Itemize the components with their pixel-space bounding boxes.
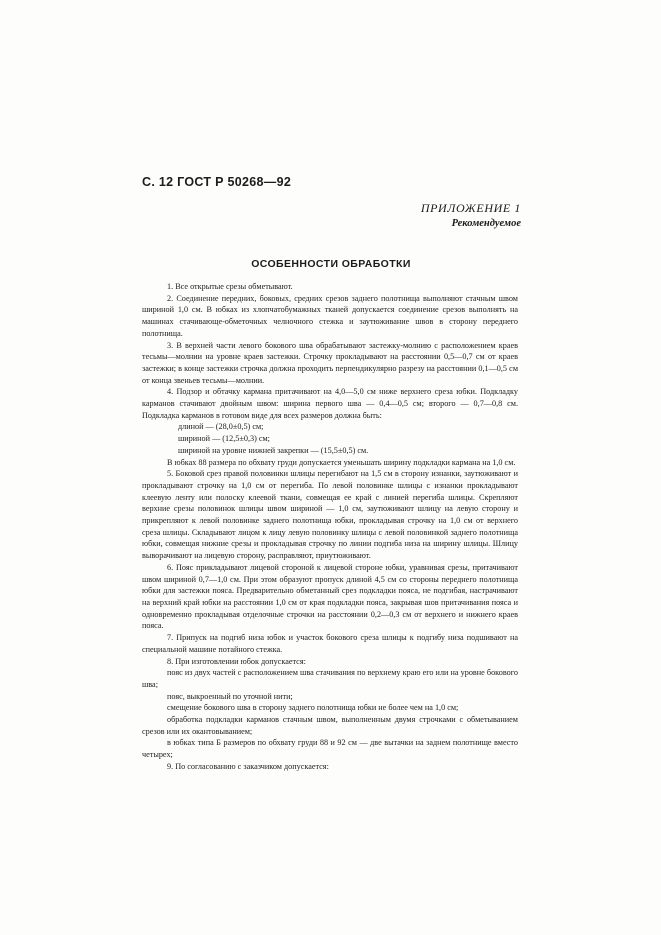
paragraph: 1. Все открытые срезы обметывают. xyxy=(167,282,293,291)
list-item: обработка подкладки карманов стачным швом, выполненным двумя строчками с обметыванием срезов или их окантовыванием; xyxy=(142,715,518,736)
pocket-width-bartack-line: шириной на уровне нижней закрепки — (15,5±0,5) см. xyxy=(178,445,369,455)
body-text xyxy=(142,281,518,773)
appendix-title: ПРИЛОЖЕНИЕ 1 xyxy=(420,201,521,215)
paragraph: 7. Припуск на подгиб низа юбок и участок бокового среза шлицы к подгибу низа подшивают на специальной машине потайного стежка. xyxy=(142,633,518,654)
paragraph: 9. По согласованию с заказчиком допускается: xyxy=(167,761,329,771)
list-item: пояс, выкроенный по уточной нити; xyxy=(167,691,293,701)
paragraph: 5. Боковой срез правой половинки шлицы перегибают на 1,5 см в сторону изнанки, заутюживают и прокладывают строчку на 1,0 см от перегиба. По левой половинке шлицы с изнанки прокладывают клеевую ленту или полоску клеевой ткани, совмещая ее край с линией перегиба шлицы. Скрепляют верхние срезы половинок шлицы швом шириной — 1,0 см, заутюживают шлицу на левую сторону и прикрепляют к левой половинке заднего полотнища юбки, прокладывая строчку на 1,0 см от верхнего среза шлицы. Складывают лицом к лицу левую половинку шлицы с левой половинкой заднего полотнища юбки, совмещая нижние срезы и прокладывая строчку по линии подгиба низа на ширину шлицы. Шлицу выворачивают на лицевую сторону, расправляют, приутюживают. xyxy=(142,469,518,561)
list-item: в юбках типа Б размеров по обхвату груди 88 и 92 см — две вытачки на заднем полотнище вместо четырех; xyxy=(142,738,518,760)
list-item: пояс из двух частей с расположением шва стачивания по верхнему краю его или на уровне бокового шва; xyxy=(142,668,518,689)
paragraph: 2. Соединение передних, боковых, средних срезов заднего полотнища выполняют стачным швом шириной 1,0 см. В юбках из хлопчатобумажных тканей допускается соединение срезов выполнять на машинах стачивающе-обметочных челночного стежка и заутюживание швов в сторону переднего полотнища. xyxy=(142,293,518,338)
section-title: ОСОБЕННОСТИ ОБРАБОТКИ xyxy=(251,258,411,270)
appendix-status: Рекомендуемое xyxy=(451,218,521,229)
paragraph: 3. В верхней части левого бокового шва обрабатывают застежку-молнию с расположением краев тесьмы—молнии на уровне краев застежки. Строчку прокладывают на расстоянии 0,5—0,7 см от краев застежки; в конце застежки строчка должна проходить перпендикулярно разрезу на расстоянии 0,1—0,5 см от конца звеньев тесьмы—молнии. xyxy=(142,340,518,385)
paragraph: В юбках 88 размера по обхвату груди допускается уменьшать ширину подкладки кармана на 1,0 см. xyxy=(167,457,516,467)
paragraph: 4. Подзор и обтачку кармана притачивают на 4,0—5,0 см ниже верхнего среза юбки. Подкладку карманов стачивают двойным швом: ширина первого шва — 0,4—0,5 см; второго — 0,7—0,8 см. Подкладка карманов в готовом виде для всех размеров должна быть: xyxy=(142,387,518,420)
paragraph: 8. При изготовлении юбок допускается: xyxy=(167,656,306,666)
paragraph: 6. Пояс прикладывают лицевой стороной к лицевой стороне юбки, уравнивая срезы, притачивают швом шириной 0,7—1,0 см. При этом образуют пропуск длиной 4,5 см со стороны переднего полотнища юбки для застежки пояса. Предварительно обметанный срез подкладки пояса, не подгибая, настрачивают на верхний край юбки на расстоянии 1,0 см от края подкладки пояса, закрывая шов притачивания пояса и одновременно прокладывая отделочные строчки на расстоянии 0,2—0,3 см от верхнего и нижнего краев пояса. xyxy=(142,562,518,631)
pocket-width-line: шириной — (12,5±0,3) см; xyxy=(178,434,270,444)
pocket-length-line: длиной — (28,0±0,5) см; xyxy=(178,422,264,432)
list-item: смещение бокового шва в сторону заднего полотнища юбки не более чем на 1,0 см; xyxy=(167,703,459,713)
appendix-block xyxy=(421,201,521,229)
page-header-code: С. 12 ГОСТ Р 50268—92 xyxy=(142,175,292,189)
